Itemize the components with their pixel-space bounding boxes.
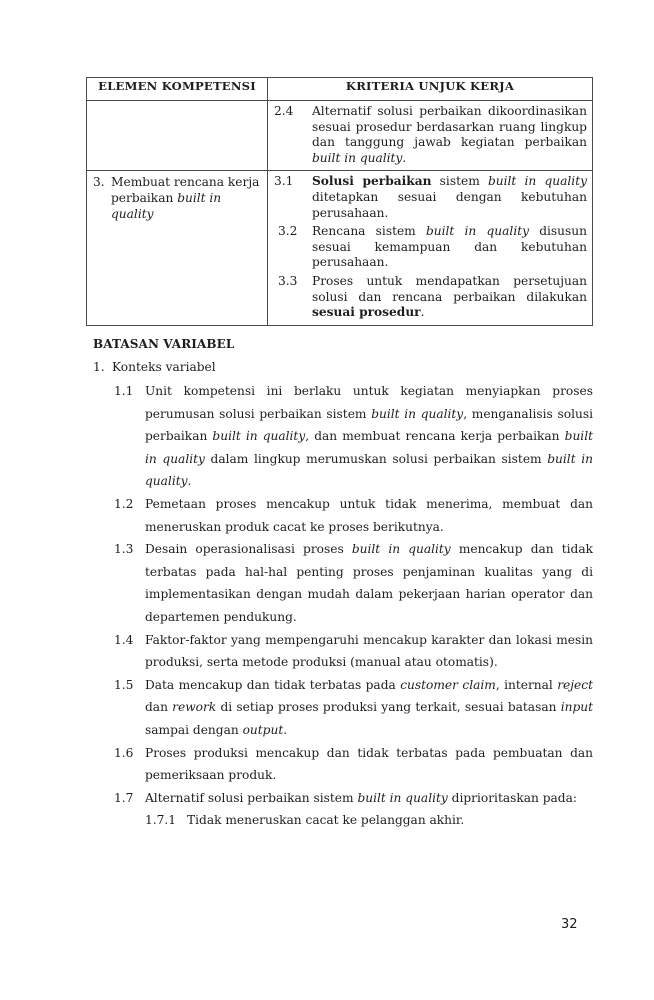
list-item-text bbox=[145, 742, 593, 787]
kriteria-number: 3.2 bbox=[278, 224, 298, 239]
kriteria-text bbox=[312, 174, 587, 221]
italic-term: built in quality bbox=[145, 451, 593, 489]
italic-term: built in quality bbox=[312, 150, 403, 165]
variable-context-list bbox=[114, 380, 593, 832]
list-item bbox=[114, 787, 593, 810]
sub-list-item-text: Tidak meneruskan cacat ke pelanggan akhir. bbox=[187, 813, 465, 828]
subsection-label: Konteks variabel bbox=[112, 360, 216, 374]
list-item-text bbox=[145, 538, 593, 628]
list-item-number: 1.3 bbox=[114, 542, 134, 557]
list-item-text bbox=[145, 493, 593, 538]
kriteria-text bbox=[312, 274, 587, 321]
kriteria-number: 3.1 bbox=[274, 174, 294, 189]
text-segment: Alternatif solusi perbaikan dikoordinasikan sesuai prosedur berdasarkan ruang lingkup dan tanggung jawab kegiatan perbaikan bbox=[312, 104, 587, 150]
header-kriteria-unjuk-kerja: KRITERIA UNJUK KERJA bbox=[268, 78, 593, 101]
kriteria-text bbox=[312, 104, 587, 166]
elemen-cell bbox=[87, 171, 268, 325]
text-segment: Proses produksi mencakup dan tidak terbatas pada pembuatan dan pemeriksaan produk. bbox=[145, 745, 593, 783]
italic-term: built in quality bbox=[351, 542, 451, 557]
list-item bbox=[114, 742, 593, 787]
text-segment: sistem bbox=[431, 174, 488, 189]
list-item-number: 1.5 bbox=[114, 677, 134, 692]
sub-list-item-number: 1.7.1 bbox=[145, 813, 177, 828]
text-segment: dan bbox=[145, 700, 173, 715]
list-item bbox=[114, 538, 593, 628]
kriteria-number: 3.3 bbox=[278, 273, 298, 288]
subsection-heading bbox=[93, 360, 216, 374]
kriteria-item bbox=[272, 104, 587, 166]
text-segment: , internal bbox=[495, 677, 558, 692]
list-item-number: 1.6 bbox=[114, 745, 134, 760]
list-item bbox=[114, 380, 593, 493]
table-header-row bbox=[87, 78, 593, 101]
elemen-number: 3. bbox=[93, 175, 105, 190]
kriteria-item bbox=[272, 224, 587, 271]
elemen-item bbox=[93, 175, 261, 222]
subsection-number: 1. bbox=[93, 360, 105, 374]
text-segment: Desain operasionalisasi proses bbox=[145, 542, 352, 557]
elemen-text bbox=[111, 175, 261, 222]
header-elemen-kompetensi: ELEMEN KOMPETENSI bbox=[87, 78, 268, 101]
list-item-text bbox=[145, 674, 593, 742]
section-title: BATASAN VARIABEL bbox=[93, 337, 235, 351]
text-segment: . bbox=[283, 722, 288, 737]
list-item-text bbox=[145, 629, 593, 674]
text-segment: . bbox=[402, 150, 407, 165]
page-number: 32 bbox=[561, 917, 578, 932]
text-segment: . bbox=[187, 474, 192, 489]
table-row bbox=[87, 101, 593, 171]
sub-list-item bbox=[145, 809, 593, 832]
list-item bbox=[114, 674, 593, 742]
elemen-cell-empty bbox=[87, 101, 268, 171]
text-segment: Pemetaan proses mencakup untuk tidak menerima, membuat dan meneruskan produk cacat ke proses berikutnya. bbox=[145, 496, 593, 534]
competency-table bbox=[86, 77, 593, 326]
italic-term: reject bbox=[557, 677, 593, 692]
list-item bbox=[114, 493, 593, 538]
kriteria-item bbox=[272, 274, 587, 321]
italic-term: built in quality bbox=[425, 224, 529, 239]
bold-term: Solusi perbaikan bbox=[312, 174, 432, 189]
text-segment: Rencana sistem bbox=[312, 224, 426, 239]
list-item-number: 1.4 bbox=[114, 632, 134, 647]
italic-term: customer claim bbox=[400, 677, 496, 692]
text-segment: ditetapkan sesuai dengan kebutuhan perusahaan. bbox=[312, 189, 587, 220]
text-segment: sampai dengan bbox=[145, 722, 243, 737]
list-item-number: 1.1 bbox=[114, 384, 134, 398]
text-segment: mencakup dan tidak terbatas pada hal-hal penting proses penjaminan kualitas yang di implementasikan dengan mudah dalam pekerjaan harian operator dan departemen pendukung. bbox=[145, 542, 593, 624]
text-segment: Membuat rencana kerja perbaikan bbox=[111, 175, 260, 205]
italic-term: output bbox=[242, 722, 284, 737]
kriteria-item bbox=[272, 174, 587, 221]
bold-term: sesuai prosedur bbox=[312, 305, 421, 320]
text-segment: Faktor-faktor yang mempengaruhi mencakup karakter dan lokasi mesin produksi, serta metode produksi (manual atau otomatis). bbox=[145, 632, 593, 670]
text-segment: Data mencakup dan tidak terbatas pada bbox=[145, 677, 401, 692]
italic-term: built in quality bbox=[357, 790, 448, 805]
italic-term: built in quality bbox=[145, 429, 593, 466]
text-segment: . bbox=[420, 305, 425, 320]
kriteria-number: 2.4 bbox=[274, 104, 294, 118]
kriteria-cell bbox=[268, 171, 593, 325]
kriteria-cell bbox=[268, 101, 593, 171]
italic-term: built in quality bbox=[487, 174, 587, 189]
italic-term: built in quality bbox=[111, 190, 222, 221]
italic-term: input bbox=[560, 700, 593, 715]
list-item-number: 1.7 bbox=[114, 790, 134, 805]
italic-term: built in quality bbox=[212, 429, 306, 444]
list-item-text bbox=[145, 380, 593, 493]
kriteria-text bbox=[312, 224, 587, 271]
text-segment: dalam lingkup merumuskan solusi perbaikan sistem bbox=[204, 451, 548, 466]
text-segment: Proses untuk mendapatkan persetujuan solusi dan rencana perbaikan dilakukan bbox=[312, 273, 587, 304]
italic-term: built in quality bbox=[371, 406, 464, 421]
text-segment: diprioritaskan pada: bbox=[447, 790, 577, 805]
text-segment: disusun sesuai kemampuan dan kebutuhan perusahaan. bbox=[312, 224, 587, 270]
text-segment: , menganalisis solusi perbaikan bbox=[145, 406, 593, 444]
text-segment: , dan membuat rencana kerja perbaikan bbox=[305, 429, 565, 444]
list-item bbox=[114, 629, 593, 674]
text-segment: Alternatif solusi perbaikan sistem bbox=[145, 790, 358, 805]
italic-term: rework bbox=[172, 700, 217, 715]
text-segment: Unit kompetensi ini berlaku untuk kegiatan menyiapkan proses perumusan solusi perbaikan sistem bbox=[145, 384, 593, 421]
list-item-number: 1.2 bbox=[114, 496, 134, 511]
text-segment: di setiap proses produksi yang terkait, sesuai batasan bbox=[216, 700, 561, 715]
table-row bbox=[87, 171, 593, 325]
list-item-text bbox=[145, 787, 593, 810]
